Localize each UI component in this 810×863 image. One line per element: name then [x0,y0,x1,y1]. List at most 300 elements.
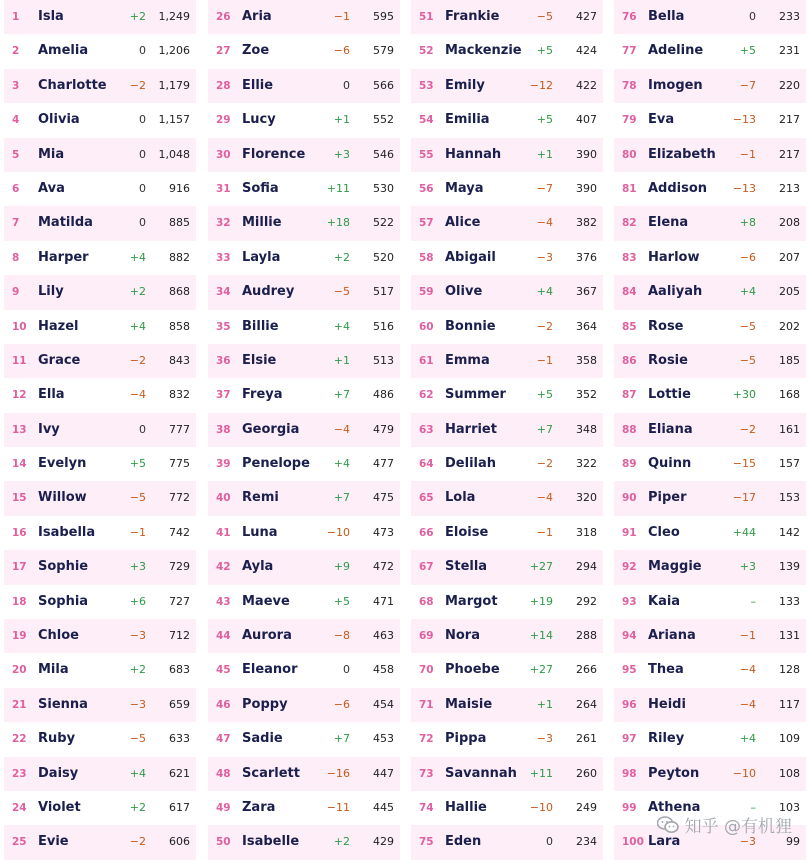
rank-number: 14 [12,458,27,471]
rank-number: 41 [216,526,231,539]
rank-change: +2 [129,800,146,814]
table-row [411,241,603,275]
baby-name: Rosie [648,352,688,368]
rank-number: 87 [622,389,637,402]
name-count: 99 [786,835,800,849]
baby-name: Hazel [38,318,79,334]
rank-number: 83 [622,251,637,264]
table-row [614,447,806,481]
rank-change: +27 [529,560,553,574]
rank-change: −6 [333,44,350,58]
baby-name: Sophia [38,593,89,609]
rank-change: +5 [129,457,146,471]
baby-name: Savannah [445,765,517,781]
table-row [208,653,400,687]
rank-number: 8 [12,251,20,264]
baby-name: Pippa [445,731,487,747]
rank-change: 0 [139,422,146,436]
table-row [411,757,603,791]
table-row [4,447,196,481]
table-row [614,585,806,619]
rank-number: 43 [216,595,231,608]
name-count: 207 [779,250,800,264]
watermark-text: 知乎 @有机狸 [684,817,792,837]
baby-name: Hannah [445,146,502,162]
rank-number: 74 [419,801,434,814]
rank-change: −3 [536,732,553,746]
rank-number: 91 [622,526,637,539]
rank-change: −1 [739,629,756,643]
baby-name: Chloe [38,628,79,644]
rank-number: 89 [622,458,637,471]
table-row [208,103,400,137]
table-row [411,34,603,68]
baby-name: Maya [445,180,484,196]
table-row [208,172,400,206]
name-count: 463 [373,629,394,643]
rank-change: −7 [739,78,756,92]
rank-change: −13 [732,113,756,127]
table-row [4,481,196,515]
rank-number: 3 [12,79,20,92]
baby-name: Sadie [242,731,283,747]
table-row [411,585,603,619]
name-count: 427 [576,10,597,23]
rank-change: +7 [333,491,350,505]
name-count: 727 [169,594,190,608]
baby-name: Billie [242,318,279,334]
rank-change: 0 [139,181,146,195]
rank-change: +3 [333,147,350,161]
rank-change: +1 [536,697,553,711]
table-row [411,825,603,859]
rank-number: 2 [12,45,20,58]
name-count: 472 [373,560,394,574]
rank-change: 0 [139,44,146,58]
table-row [411,138,603,172]
table-row [411,413,603,447]
table-row [208,378,400,412]
baby-name: Luna [242,524,278,540]
rank-change: – [750,594,756,608]
baby-name: Aurora [242,628,292,644]
name-count: 1,249 [158,10,190,23]
rank-change: −2 [129,835,146,849]
table-row [208,310,400,344]
baby-name: Heidi [648,696,686,712]
rank-change: −4 [739,697,756,711]
rank-change: −1 [536,525,553,539]
baby-name: Riley [648,731,685,747]
name-count: 683 [169,663,190,677]
name-count: 424 [576,44,597,58]
name-count: 407 [576,113,597,127]
table-row [614,722,806,756]
table-row [208,275,400,309]
name-count: 777 [169,422,190,436]
rank-number: 46 [216,698,231,711]
name-count: 617 [169,800,190,814]
rank-number: 69 [419,630,434,643]
name-count: 843 [169,353,190,367]
table-row [411,103,603,137]
table-row [208,241,400,275]
table-row [4,206,196,240]
name-count: 128 [779,663,800,677]
rank-number: 10 [12,320,27,333]
rank-number: 18 [12,595,27,608]
table-row [614,481,806,515]
rank-change: −10 [529,800,553,814]
rank-number: 52 [419,45,434,58]
rank-number: 12 [12,389,27,402]
rank-change: −3 [129,697,146,711]
baby-name: Athena [648,799,701,815]
rank-number: 90 [622,492,637,505]
rank-number: 38 [216,423,231,436]
rank-change: +1 [333,353,350,367]
baby-name: Eliana [648,421,693,437]
name-count: 318 [576,525,597,539]
table-row [614,34,806,68]
name-count: 868 [169,285,190,299]
rank-number: 37 [216,389,231,402]
rank-change: −17 [732,491,756,505]
rank-change: 0 [546,835,553,849]
baby-name: Lily [38,284,64,300]
name-count: 772 [169,491,190,505]
rank-change: +5 [739,44,756,58]
table-row [411,275,603,309]
rank-change: +7 [333,388,350,402]
name-count: 1,048 [158,147,190,161]
rank-number: 67 [419,561,434,574]
baby-name: Stella [445,559,488,575]
rank-number: 76 [622,11,637,23]
rank-number: 75 [419,836,434,849]
baby-name: Audrey [242,284,295,300]
name-count: 231 [779,44,800,58]
baby-name: Ayla [242,559,274,575]
table-row [614,653,806,687]
table-row [411,550,603,584]
baby-name: Eloise [445,524,489,540]
rank-number: 68 [419,595,434,608]
table-row [4,0,196,34]
baby-name: Sophie [38,559,89,575]
rank-number: 64 [419,458,434,471]
rank-number: 66 [419,526,434,539]
table-row [208,413,400,447]
rank-number: 36 [216,354,231,367]
ranking-column-1 [4,0,196,860]
baby-name: Violet [38,799,81,815]
rank-number: 57 [419,217,434,230]
name-count: 475 [373,491,394,505]
name-count: 382 [576,216,597,230]
baby-name: Harper [38,249,89,265]
rank-number: 95 [622,664,637,677]
name-count: 579 [373,44,394,58]
table-row [411,688,603,722]
rank-number: 6 [12,182,20,195]
name-count: 322 [576,457,597,471]
name-count: 422 [576,78,597,92]
rank-number: 86 [622,354,637,367]
rank-number: 70 [419,664,434,677]
rank-number: 80 [622,148,637,161]
name-count: 139 [779,560,800,574]
name-count: 292 [576,594,597,608]
rank-change: −12 [529,78,553,92]
rank-change: – [750,800,756,814]
baby-name: Delilah [445,456,497,472]
rank-change: +7 [333,732,350,746]
rank-number: 29 [216,114,231,127]
name-count: 659 [169,697,190,711]
baby-name: Millie [242,215,282,231]
rank-change: −1 [536,353,553,367]
rank-number: 94 [622,630,637,643]
rank-change: +44 [732,525,756,539]
rank-number: 27 [216,45,231,58]
rank-number: 15 [12,492,27,505]
table-row [4,310,196,344]
baby-name: Frankie [445,9,500,24]
rank-change: −3 [739,835,756,849]
rank-number: 17 [12,561,27,574]
table-row [4,413,196,447]
baby-name: Abigail [445,249,496,265]
rank-change: +4 [536,285,553,299]
name-count: 858 [169,319,190,333]
rank-number: 31 [216,182,231,195]
name-count: 546 [373,147,394,161]
ranking-column-2 [208,0,400,860]
name-count: 429 [373,835,394,849]
table-row [411,344,603,378]
name-count: 445 [373,800,394,814]
table-row [208,481,400,515]
baby-name: Zara [242,799,276,815]
rank-change: +4 [333,319,350,333]
baby-name: Matilda [38,215,93,231]
table-row [208,69,400,103]
table-row [614,69,806,103]
baby-name: Ivy [38,421,60,437]
name-count: 108 [779,766,800,780]
rank-change: −1 [333,10,350,23]
rank-change: −6 [739,250,756,264]
table-row [4,172,196,206]
table-row [411,172,603,206]
rank-number: 48 [216,767,231,780]
rank-number: 92 [622,561,637,574]
name-count: 471 [373,594,394,608]
table-row [4,722,196,756]
name-count: 832 [169,388,190,402]
table-row [411,310,603,344]
baby-name: Margot [445,593,498,609]
baby-name: Scarlett [242,765,300,781]
baby-name: Emilia [445,112,490,128]
baby-name: Layla [242,249,281,265]
name-count: 157 [779,457,800,471]
table-row [614,138,806,172]
baby-name: Phoebe [445,662,500,678]
rank-number: 97 [622,733,637,746]
name-count: 520 [373,250,394,264]
rank-change: +2 [129,10,146,23]
baby-name: Eleanor [242,662,298,678]
baby-name: Harriet [445,421,497,437]
baby-name: Aria [242,9,272,24]
baby-name: Georgia [242,421,300,437]
name-count: 916 [169,181,190,195]
name-count: 390 [576,181,597,195]
rank-change: −2 [129,78,146,92]
rank-number: 63 [419,423,434,436]
name-count: 249 [576,800,597,814]
name-count: 161 [779,422,800,436]
rank-change: −16 [326,766,350,780]
name-count: 261 [576,732,597,746]
name-count: 458 [373,663,394,677]
table-row [208,344,400,378]
baby-name: Piper [648,490,687,506]
rank-change: +6 [129,594,146,608]
name-count: 103 [779,800,800,814]
baby-name: Cleo [648,524,680,540]
rank-number: 79 [622,114,637,127]
table-row [4,138,196,172]
rank-number: 7 [12,217,20,230]
baby-name: Remi [242,490,279,506]
rank-number: 33 [216,251,231,264]
name-count: 131 [779,629,800,643]
name-count: 712 [169,629,190,643]
table-row [614,757,806,791]
rank-number: 21 [12,698,27,711]
rank-number: 24 [12,801,27,814]
table-row [208,0,400,34]
ranking-column-3 [411,0,603,860]
name-count: 260 [576,766,597,780]
rank-change: +9 [333,560,350,574]
baby-name: Summer [445,387,506,403]
table-row [208,138,400,172]
rank-number: 1 [12,11,20,23]
rank-number: 73 [419,767,434,780]
table-row [4,34,196,68]
rank-change: +4 [333,457,350,471]
baby-name: Eva [648,112,675,128]
rank-change: 0 [139,147,146,161]
rank-change: +14 [529,629,553,643]
name-count: 621 [169,766,190,780]
baby-name: Olivia [38,112,80,128]
name-count: 530 [373,181,394,195]
rank-number: 93 [622,595,637,608]
name-count: 473 [373,525,394,539]
rank-number: 78 [622,79,637,92]
baby-name: Peyton [648,765,700,781]
baby-name: Addison [648,180,708,196]
baby-name: Thea [648,662,684,678]
baby-name: Amelia [38,43,89,59]
baby-name: Elena [648,215,689,231]
name-count: 348 [576,422,597,436]
rank-number: 11 [12,354,27,367]
wechat-bubble-icon [657,816,679,834]
name-count: 205 [779,285,800,299]
baby-name: Bonnie [445,318,496,334]
rank-number: 28 [216,79,231,92]
rank-change: 0 [343,78,350,92]
name-count: 453 [373,732,394,746]
table-row [614,275,806,309]
rank-change: −5 [739,353,756,367]
baby-name: Maggie [648,559,702,575]
rank-number: 100 [622,836,644,849]
baby-name: Bella [648,9,685,24]
table-row [614,206,806,240]
table-row [411,206,603,240]
baby-name: Adeline [648,43,704,59]
name-count: 606 [169,835,190,849]
name-count: 367 [576,285,597,299]
table-row [411,516,603,550]
table-row [614,103,806,137]
rank-number: 58 [419,251,434,264]
table-row [411,0,603,34]
name-count: 486 [373,388,394,402]
baby-name: Charlotte [38,77,107,93]
baby-name: Maisie [445,696,493,712]
rank-change: −5 [129,491,146,505]
name-count: 217 [779,147,800,161]
table-row [208,34,400,68]
baby-name: Aaliyah [648,284,703,300]
name-count: 1,157 [158,113,190,127]
baby-name: Penelope [242,456,310,472]
name-count: 213 [779,181,800,195]
baby-name: Rose [648,318,684,334]
name-count: 454 [373,697,394,711]
rank-change: −5 [333,285,350,299]
table-row [4,241,196,275]
name-count: 217 [779,113,800,127]
rank-number: 96 [622,698,637,711]
table-row [614,619,806,653]
name-count: 358 [576,353,597,367]
rank-change: −4 [739,663,756,677]
rank-change: +1 [536,147,553,161]
baby-name: Hallie [445,799,487,815]
rank-number: 19 [12,630,27,643]
baby-name: Zoe [242,43,270,59]
baby-name: Mackenzie [445,43,522,59]
table-row [208,550,400,584]
name-count: 208 [779,216,800,230]
table-row [411,69,603,103]
rank-number: 39 [216,458,231,471]
ranking-column-4 [614,0,806,860]
table-row [614,344,806,378]
name-count: 264 [576,697,597,711]
rank-change: −6 [333,697,350,711]
baby-name: Imogen [648,77,703,93]
